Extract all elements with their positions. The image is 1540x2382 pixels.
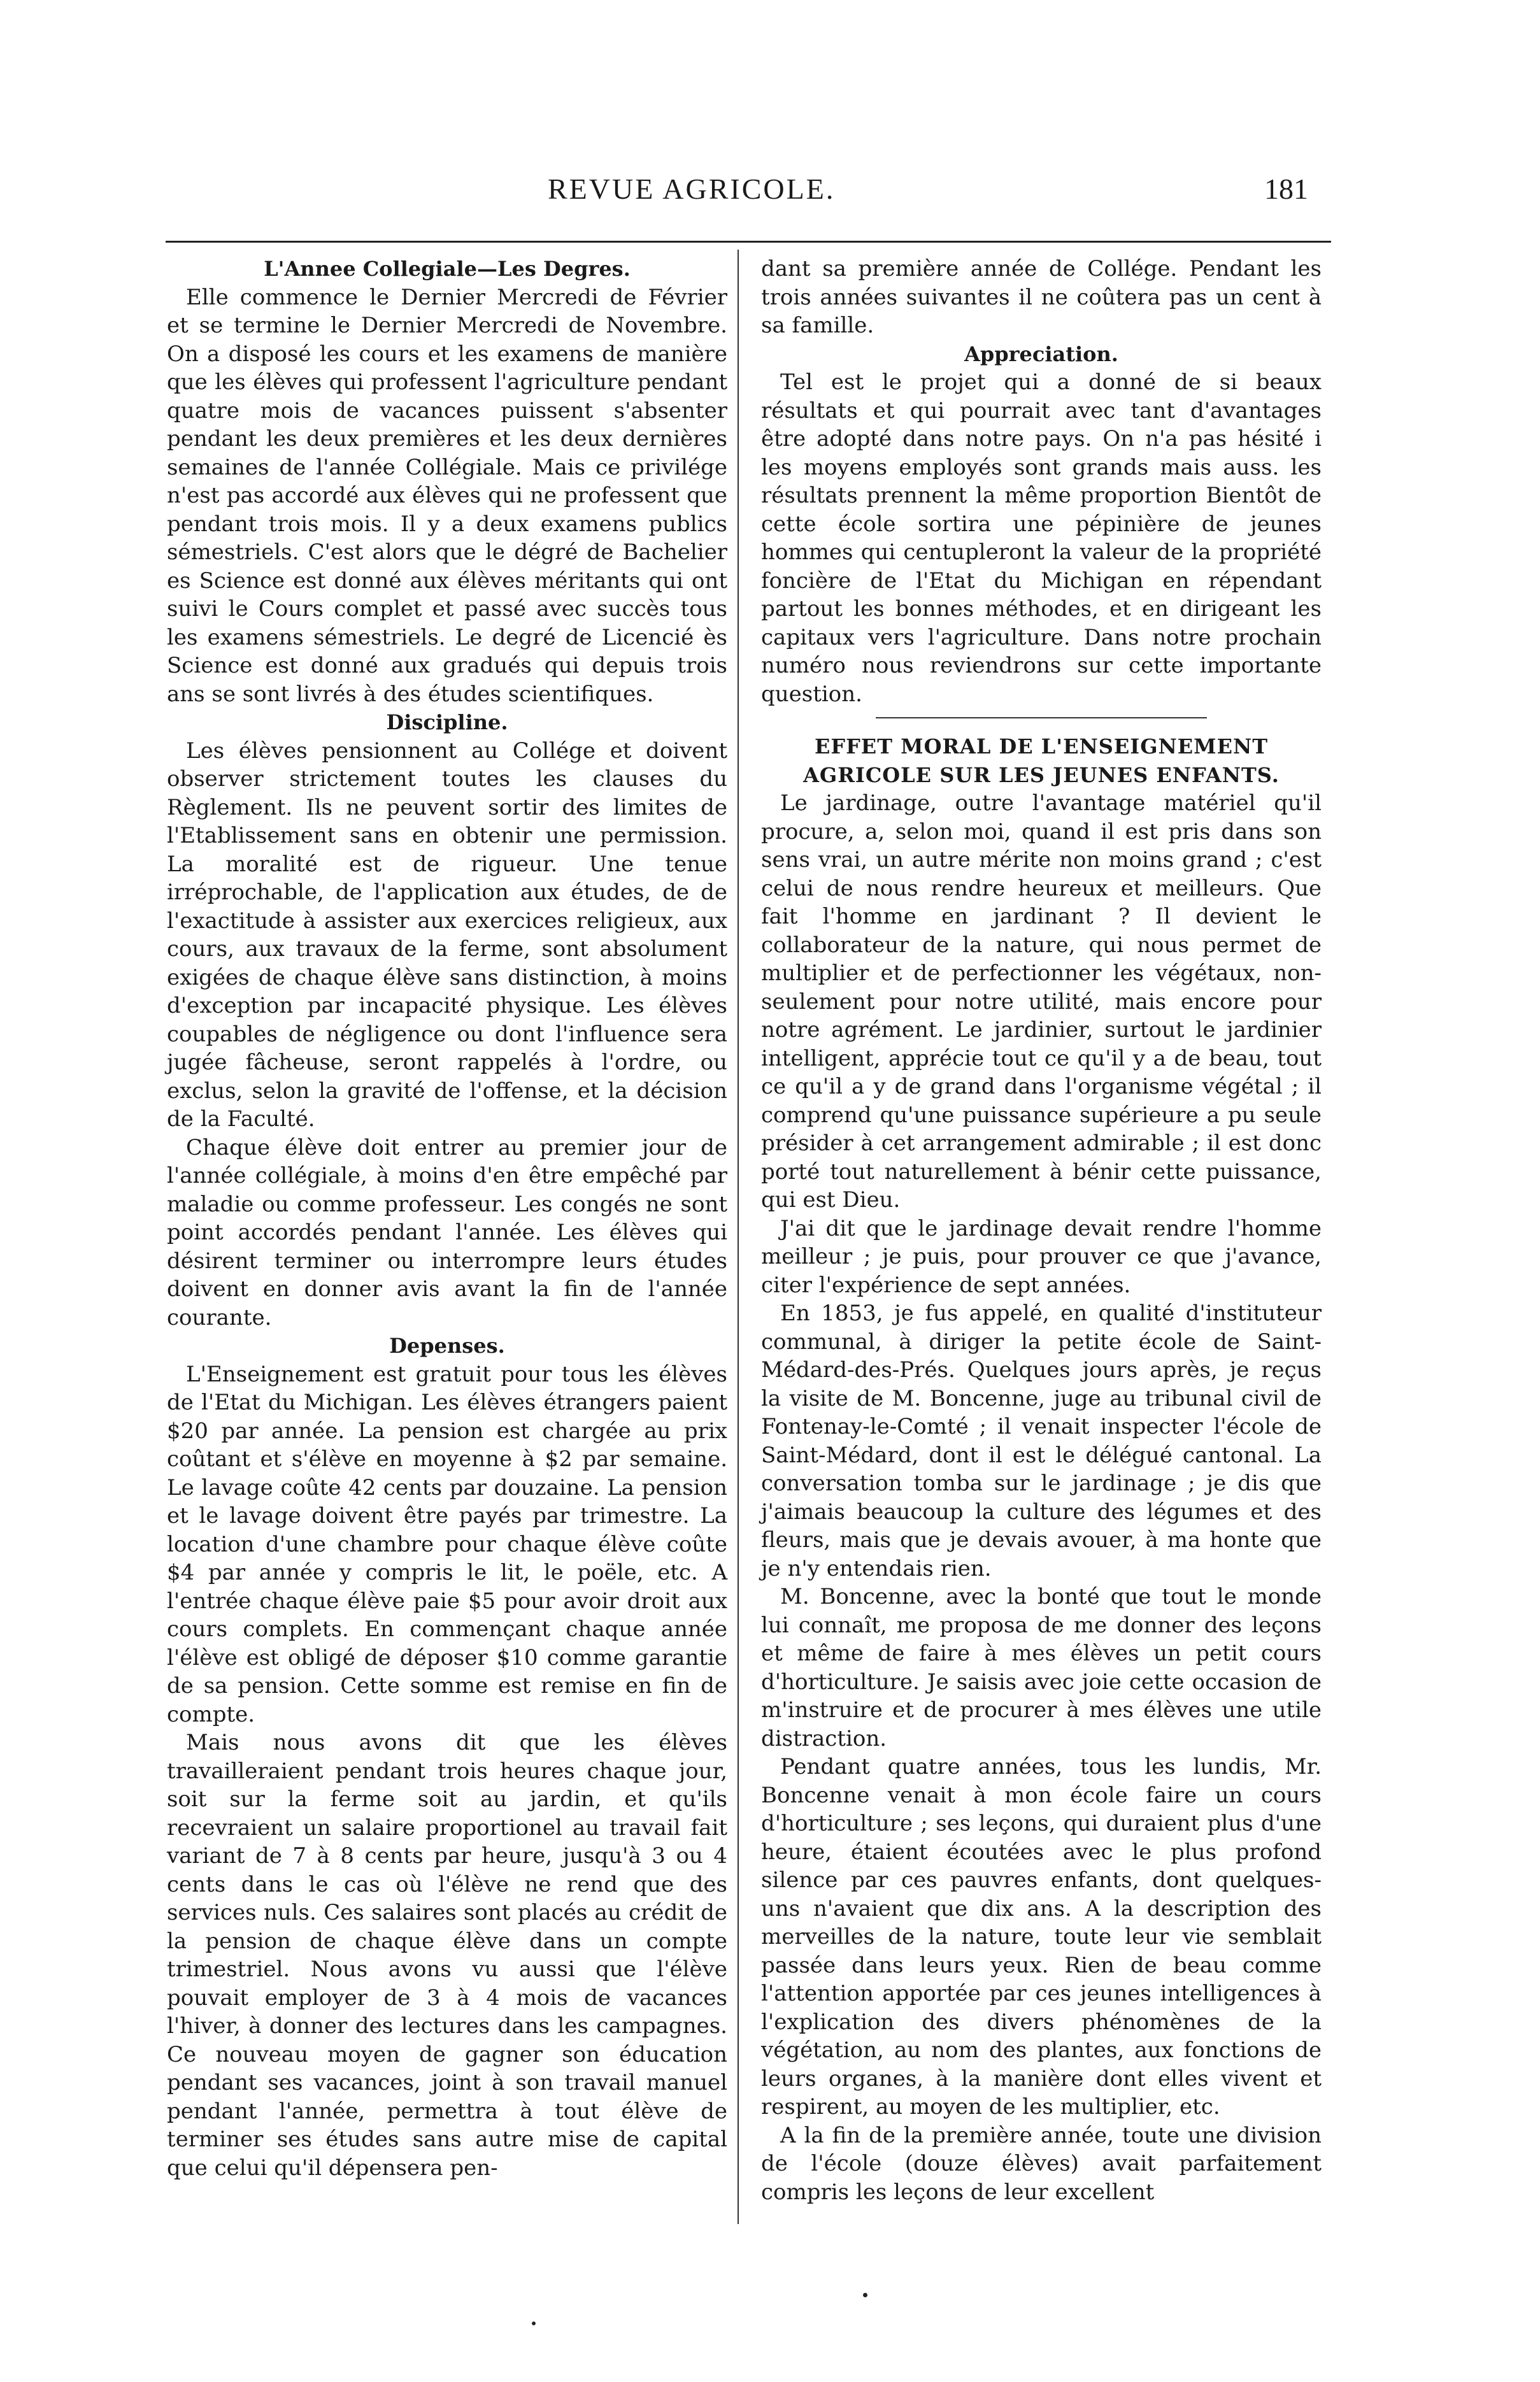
paragraph-depenses-2: Mais nous avons dit que les élèves travailleraient pendant trois heures chaque jour, soit sur la ferme soit au jardin, et qu'ils recevraient un salaire proportionel au travail fait variant de 7 à 8 cents par heure, jusqu'à 3 ou 4 cents dans le cas où l'élève ne rend que des services nuls. Ces salaires sont placés au crédit de la pension de chaque élève dans un compte trimestriel. Nous avons vu aussi que l'élève pouvait employer de 3 à 4 mois de vacances l'hiver, à donner des lectures dans les campagnes. Ce nouveau moyen de gagner son éducation pendant ses vacances, joint à son travail manuel pendant l'année, permettra à tout élève de terminer ses études sans autre mise de capital que celui qu'il dépensera pen- <box>167 1730 727 2181</box>
header-rule <box>166 241 1331 243</box>
heading-discipline: Discipline. <box>386 710 508 734</box>
section-rule <box>876 717 1207 718</box>
heading-annee-collegiale: L'Annee Collegiale—Les Degres. <box>264 257 631 281</box>
paragraph-annee-collegiale: Elle commence le Dernier Mercredi de Février et se termine le Dernier Mercredi de Novembre. On a disposé les cours et les examens de manière que les élèves qui professent l'agriculture pendant quatre mois de vacances puissent s'absenter pendant les deux premières et les deux dernières semaines de l'année Collégiale. Mais ce privilége n'est pas accordé aux élèves qui ne professent que pendant trois mois. Il y a deux examens publics sémestriels. C'est alors que le dégré de Bachelier es Science est donné aux élèves méritants qui ont suivi le Cours complet et passé avec succès tous les examens sémestriels. Le degré de Licencié ès Science est donné aux gradués qui depuis trois ans se sont livrés à des études scientifiques. <box>167 284 727 707</box>
paragraph-continued: dant sa première année de Collége. Pendant les trois années suivantes il ne coûtera pas un cent à sa famille. <box>761 256 1322 338</box>
paragraph-discipline-1: Les élèves pensionnent au Collége et doivent observer strictement toutes les clauses du Règlement. Ils ne peuvent sortir des limites de l'Etablissement sans en obtenir une permission. La moralité est de rigueur. Une tenue irréprochable, de l'application aux études, de de l'exactitude à assister aux exercices religieux, aux cours, aux travaux de la ferme, sont absolument exigées de chaque élève sans distinction, à moins d'exception par incapacité physique. Les élèves coupables de négligence ou dont l'influence sera jugée fâcheuse, seront rappelés à l'ordre, ou exclus, selon la gravité de l'offense, et la décision de la Faculté. <box>167 738 727 1132</box>
paragraph-effet-6: A la fin de la première année, toute une division de l'école (douze élèves) avait parfaitement compris les leçons de leur excellent <box>761 2122 1322 2205</box>
running-head: REVUE AGRICOLE. <box>548 173 836 205</box>
paragraph-effet-2: J'ai dit que le jardinage devait rendre l'homme meilleur ; je puis, pour prouver ce que j'avance, citer l'expérience de sept années. <box>761 1215 1322 1298</box>
paragraph-depenses-1: L'Enseignement est gratuit pour tous les élèves de l'Etat du Michigan. Les élèves étrangers paient $20 par année. La pension est chargée au prix coûtant et s'élève en moyenne à $2 par semaine. Le lavage coûte 42 cents par douzaine. La pension et le lavage doivent être payés par trimestre. La location d'une chambre pour chaque élève coûte $4 par année y compris le lit, le poële, etc. A l'entrée chaque élève paie $5 pour avoir droit aux cours complets. En commençant chaque année l'élève est obligé de déposer $10 comme garantie de sa pension. Cette somme est remise en fin de compte. <box>167 1361 727 1727</box>
ink-speck <box>532 2321 536 2325</box>
left-column <box>167 255 727 2182</box>
column-divider <box>738 250 739 2224</box>
page-number: 181 <box>1264 173 1308 205</box>
paragraph-effet-5: Pendant quatre années, tous les lundis, Mr. Boncenne venait à mon école faire un cours d'horticulture ; ses leçons, qui duraient plus d'une heure, étaient écoutées avec le plus profond silence par ces pauvres enfants, dont quelques-uns n'avaient que dix ans. A la description des merveilles de la nature, toute leur vie semblait passée dans leurs yeux. Rien de beau comme l'attention apportée par ces jeunes intelligences à l'explication des divers phénomènes de la végétation, au nom des plantes, aux fonctions de leurs organes, à la manière dont elles vivent et respirent, au moyen de les multiplier, etc. <box>761 1754 1322 2120</box>
paragraph-appreciation: Tel est le projet qui a donné de si beaux résultats et qui pourrait avec tant d'avantages être adopté dans notre pays. On n'a pas hésité i les moyens employés sont grands mais auss. les résultats prennent la même proportion Bientôt de cette école sortira une pépinière de jeunes hommes qui centupleront la valeur de la propriété foncière de l'Etat du Michigan en répendant partout les bonnes méthodes, et en dirigeant les capitaux vers l'agriculture. Dans notre prochain numéro nous reviendrons sur cette importante question. <box>761 369 1322 707</box>
heading-depenses: Depenses. <box>389 1334 505 1358</box>
heading-effet-moral: EFFET MORAL DE L'ENSEIGNEMENT AGRICOLE SUR LES JEUNES ENFANTS. <box>803 734 1280 787</box>
paragraph-effet-4: M. Boncenne, avec la bonté que tout le monde lui connaît, me proposa de me donner des leçons et même de faire à mes élèves un petit cours d'horticulture. Je saisis avec joie cette occasion de m'instruire et de procurer à mes élèves une utile distraction. <box>761 1584 1322 1751</box>
paragraph-effet-1: Le jardinage, outre l'avantage matériel qu'il procure, a, selon moi, quand il est pris dans son sens vrai, un autre mérite non moins grand ; c'est celui de nous rendre heureux et meilleurs. Que fait l'homme en jardinant ? Il devient le collaborateur de la nature, qui nous permet de multiplier et de perfectionner les végétaux, non-seulement pour notre utilité, mais encore pour notre agrément. Le jardinier, surtout le jardinier intelligent, apprécie tout ce qu'il y a de beau, tout ce qu'il a y de grand dans l'organisme végétal ; il comprend qu'une puissance supérieure a pu seule présider à cet arrangement admirable ; il est donc porté tout naturellement à bénir cette puissance, qui est Dieu. <box>761 790 1322 1213</box>
right-column <box>761 255 1322 2206</box>
heading-appreciation: Appreciation. <box>964 341 1118 366</box>
ink-speck <box>863 2293 867 2297</box>
paragraph-effet-3: En 1853, je fus appelé, en qualité d'instituteur communal, à diriger la petite école de Saint-Médard-des-Prés. Quelques jours après, je reçus la visite de M. Boncenne, juge au tribunal civil de Fontenay-le-Comté ; il venait inspecter l'école de Saint-Médard, dont il est le délégué cantonal. La conversation tomba sur le jardinage ; je dis que j'aimais beaucoup la culture des légumes et des fleurs, mais que je devais avouer, à ma honte que je n'y entendais rien. <box>761 1301 1322 1581</box>
paragraph-discipline-2: Chaque élève doit entrer au premier jour de l'année collégiale, à moins d'en être empêché par maladie ou comme professeur. Les congés ne sont point accordés pendant l'année. Les élèves qui désirent terminer ou interrompre leurs études doivent en donner avis avant la fin de l'année courante. <box>167 1134 727 1330</box>
